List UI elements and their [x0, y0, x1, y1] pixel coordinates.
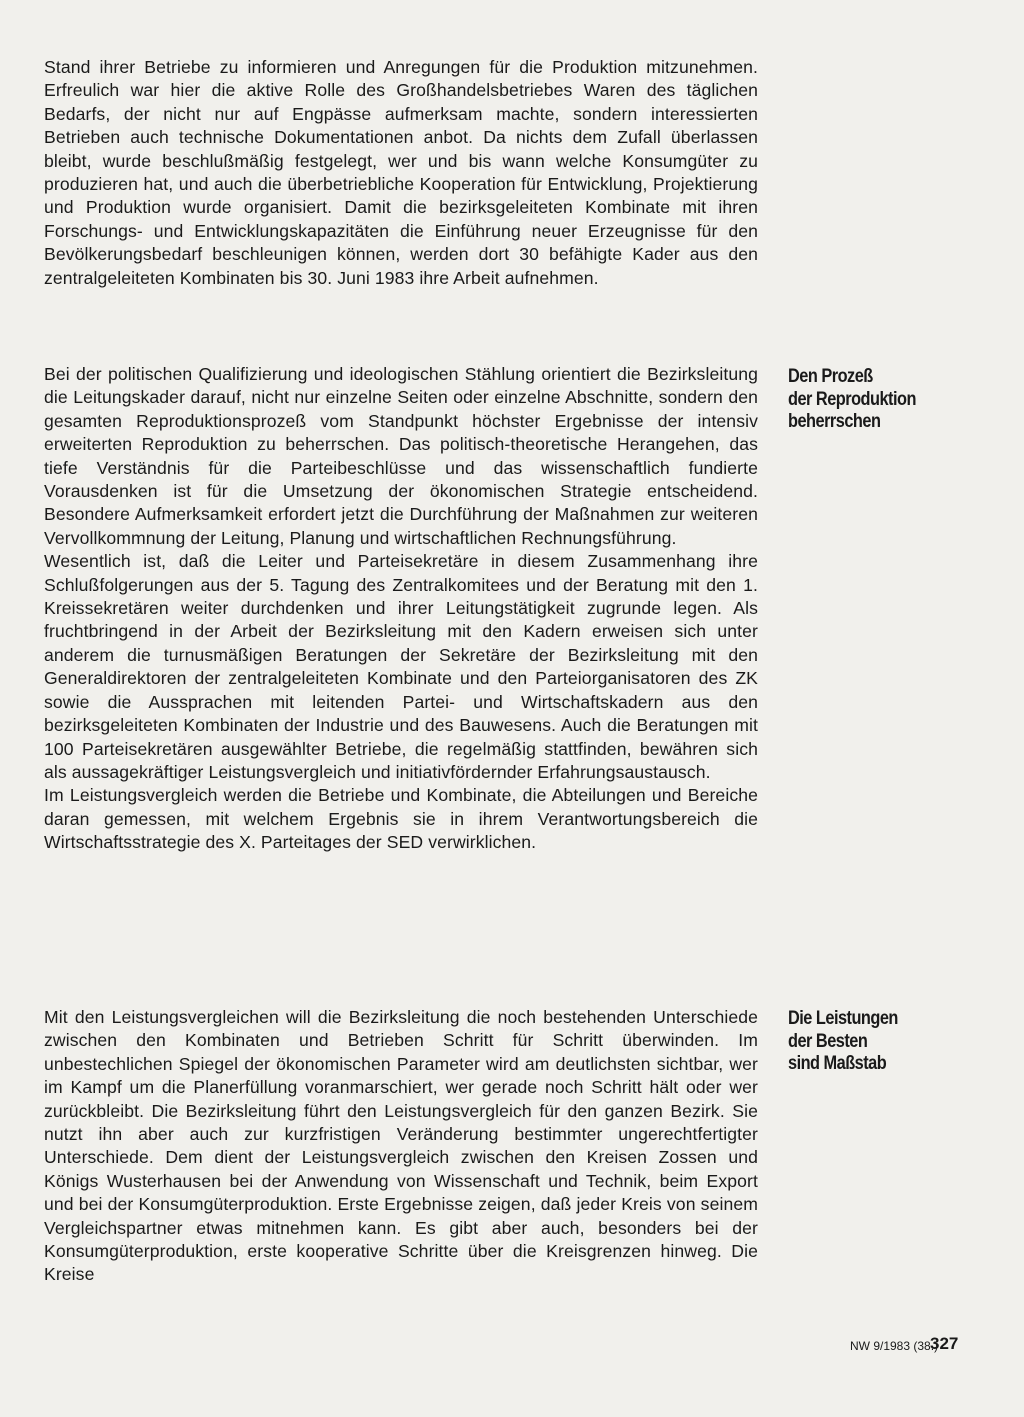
sidenote-line: der Besten [788, 1030, 868, 1052]
page-number: 327 [930, 1334, 959, 1353]
sidenote-line: Den Prozeß [788, 366, 873, 387]
sidenote-line: beherrschen [788, 411, 881, 432]
body-column-section-3 [44, 1006, 758, 1287]
body-column-section-1 [44, 56, 758, 290]
sidenote-reproduktion [788, 366, 960, 434]
paragraph-2b: Wesentlich ist, daß die Leiter und Parteisekretäre in diesem Zusammenhang ihre Schlußfolgerungen aus der 5. Tagung des Zentralkomitees und der Beratung mit den 1. Kreissekretären weiter durchdenken und ihrer Leitungstätigkeit zugrunde legen. Als fruchtbringend in der Arbeit der Bezirksleitung mit den Kadern erweisen sich unter anderem die turnusmäßigen Beratungen der Sekretäre der Bezirksleitung mit den Generaldirektoren der zentralgeleiteten Kombinate und den Parteiorganisatoren des ZK sowie die Aussprachen mit leitenden Partei- und Wirtschaftskadern aus den bezirksgeleiteten Kombinaten der Industrie und des Bauwesens. Auch die Beratungen mit 100 Parteisekretären ausgewählter Betriebe, die regelmäßig stattfinden, bewähren sich als aussagekräftiger Leistungsvergleich und initiativfördernder Erfahrungsaustausch. [44, 551, 758, 782]
body-column-section-2 [44, 363, 758, 855]
paragraph-1: Stand ihrer Betriebe zu informieren und Anregungen für die Produktion mitzunehmen. Erfreulich war hier die aktive Rolle des Großhandelsbetriebes Waren des täglichen Bedarfs, der nicht nur auf Engpässe aufmerksam machte, sondern interessierten Betrieben auch technische Dokumentationen anbot. Da nichts dem Zufall überlassen bleibt, wurde beschlußmäßig festgelegt, wer und bis wann welche Konsumgüter zu produzieren hat, und auch die überbetriebliche Kooperation für Entwicklung, Projektierung und Produktion wurde organisiert. Damit die bezirksgeleiteten Kombinate mit ihren Forschungs- und Entwicklungskapazitäten die Einführung neuer Erzeugnisse für den Bevölkerungsbedarf beschleunigen können, werden dort 30 befähigte Kader aus den zentralgeleiteten Kombinaten bis 30. Juni 1983 ihre Arbeit aufnehmen. [44, 57, 758, 288]
paragraph-3: Mit den Leistungsvergleichen will die Bezirksleitung die noch bestehenden Unterschiede zwischen den Kombinaten und Betrieben Schritt für Schritt überwinden. Im unbestechlichen Spiegel der ökonomischen Parameter wird am deutlichsten sichtbar, wer im Kampf um die Planerfüllung voranmarschiert, wer gerade noch Schritt hält oder wer zurückbleibt. Die Bezirksleitung führt den Leistungsvergleich für den ganzen Bezirk. Sie nutzt ihn aber auch zur kurzfristigen Veränderung bestimmter ungerechtfertigter Unterschiede. Dem dient der Leistungsvergleich zwischen den Kreisen Zossen und Königs Wusterhausen bei der Anwendung von Wissenschaft und Technik, beim Export und bei der Konsumgüterproduktion. Erste Ergebnisse zeigen, daß jeder Kreis von seinem Vergleichspartner etwas mitnehmen kann. Es gibt aber auch, besonders bei der Konsumgüterproduktion, erste kooperative Schritte über die Kreisgrenzen hinweg. Die Kreise [44, 1007, 758, 1285]
sidenote-leistungen [788, 1008, 960, 1076]
paragraph-2c: Im Leistungsvergleich werden die Betriebe und Kombinate, die Abteilungen und Bereiche daran gemessen, mit welchem Ergebnis sie in ihrem Verantwortungsbereich die Wirtschaftsstrategie des X. Parteitages der SED verwirklichen. [44, 785, 758, 853]
sidenote-line: Die Leistungen [788, 1008, 898, 1029]
sidenote-line: der Reproduktion [788, 388, 916, 410]
sidenote-line: sind Maßstab [788, 1053, 887, 1074]
paragraph-2a: Bei der politischen Qualifizierung und ideologischen Stählung orientiert die Bezirksleitung die Leitungskader darauf, nicht nur einzelne Seiten oder einzelne Abschnitte, sondern den gesamten Reproduktionsprozeß vom Standpunkt höchster Ergebnisse der intensiv erweiterten Reproduktion zu beherrschen. Das politisch-theoretische Herangehen, das tiefe Verständnis für die Parteibeschlüsse und das wissenschaftlich fundierte Vorausdenken ist für die Umsetzung der ökonomischen Strategie entscheidend. Besondere Aufmerksamkeit erfordert jetzt die Durchführung der Maßnahmen zur weiteren Vervollkommnung der Leitung, Planung und wirtschaftlichen Rechnungsführung. [44, 364, 758, 548]
footer-source: NW 9/1983 (38.) [850, 1339, 939, 1353]
